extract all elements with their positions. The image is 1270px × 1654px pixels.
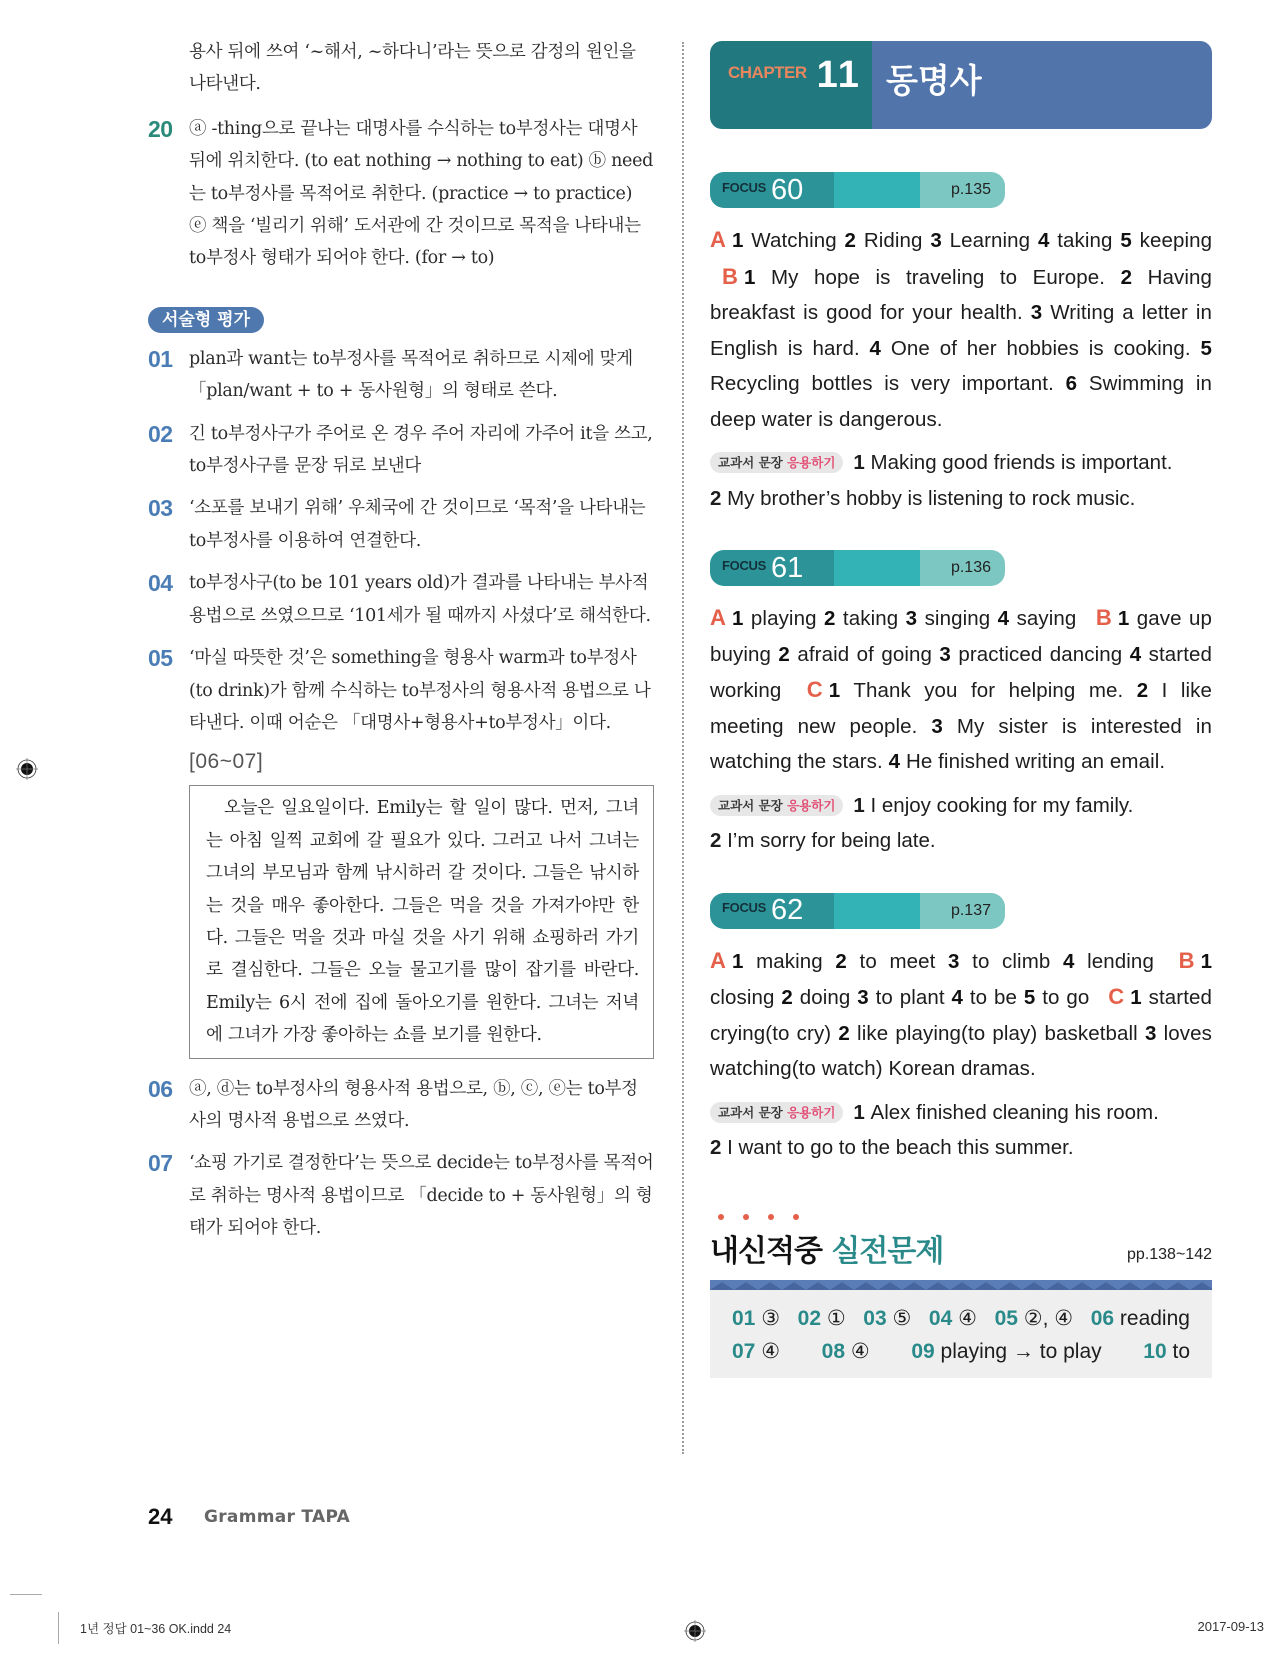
explanation-item (148, 343, 654, 408)
practice-answer (1091, 1302, 1190, 1335)
explanation-item (148, 642, 654, 739)
triangle-pattern-icon (710, 1280, 1212, 1290)
answer-text: One of her hobbies is cooking. (890, 336, 1191, 360)
focus-page-ref: p.136 (920, 550, 1005, 586)
answer-number: 2 (838, 1021, 850, 1045)
answer-text: loves watching(to watch) Korean dramas. (710, 1021, 1212, 1080)
answer-value: ④ (958, 1306, 977, 1330)
practice-answer (732, 1302, 780, 1335)
question-number: 03 (863, 1306, 887, 1330)
practice-row-1 (732, 1302, 1190, 1335)
answer-number: 2 (844, 229, 857, 252)
answer-number: 4 (869, 336, 882, 360)
answer-text: I want to go to the beach this summer. (727, 1136, 1074, 1159)
chapter-title-block (872, 41, 1212, 129)
answer-text: Making good friends is important. (870, 451, 1173, 474)
right-column (710, 41, 1212, 1378)
answer-text: to be (969, 986, 1018, 1009)
answer-text: taking (1057, 229, 1113, 252)
textbook-application-badge (710, 795, 843, 816)
focus-number: 60 (771, 173, 804, 206)
section-letter-A: A (710, 227, 726, 252)
answer-number: 1 (732, 229, 744, 252)
answer-number: 1 (1117, 607, 1130, 630)
answer-number: 4 (1063, 949, 1075, 973)
practice-title-black: 내신적중 (710, 1233, 822, 1269)
badge-text-highlight: 응용하기 (787, 797, 836, 813)
focus-bar-middle (834, 893, 920, 929)
badge-text-highlight: 응용하기 (787, 455, 836, 471)
section-letter-A: A (710, 605, 726, 630)
focus-label-block (710, 550, 834, 586)
answer-block (710, 222, 1212, 437)
section-letter-A: A (710, 947, 726, 973)
answer-number: 3 (931, 714, 943, 738)
answer-text: My sister is interested in watching the stars. (710, 714, 1213, 773)
answer-text: He finished writing an email. (905, 750, 1166, 773)
practice-title (710, 1226, 943, 1270)
item-text: ‘마실 따뜻한 것’은 something을 형용사 warm과 to부정사(to drink)가 함께 수식하는 to부정사의 형용사적 용법으로 나타낸다. 이때 어순은 「대명사+형용사+to부정사」이다. (189, 648, 651, 733)
item-number: 20 (148, 115, 173, 142)
answer-block (710, 943, 1212, 1087)
item-text: plan과 want는 to부정사를 목적어로 취하므로 시제에 맞게 「plan/want + to + 동사원형」의 형태로 쓴다. (189, 348, 633, 402)
answer-number: 2 (710, 829, 722, 852)
focus-word: FOCUS (722, 557, 767, 573)
practice-answers-box (710, 1290, 1212, 1378)
answer-number: 1 (853, 1100, 865, 1124)
answer-text: started crying(to cry) (710, 986, 1212, 1045)
explanation-item (148, 492, 654, 557)
answer-text: keeping (1139, 229, 1213, 252)
page-number: 24 (148, 1504, 173, 1529)
answer-text: I’m sorry for being late. (727, 829, 936, 852)
focus-sections (710, 172, 1212, 1166)
answer-number: 4 (1037, 229, 1050, 252)
answer-number: 1 (1200, 949, 1213, 973)
badge-text: 교과서 문장 (718, 1104, 783, 1120)
crop-mark-vertical (58, 1612, 59, 1644)
answer-number: 3 (905, 607, 918, 630)
chapter-title: 동명사 (886, 61, 982, 100)
passage-box (189, 785, 654, 1058)
item-number: 05 (148, 645, 173, 672)
answer-number: 1 (853, 451, 865, 474)
item-number: 01 (148, 345, 173, 372)
focus-word: FOCUS (722, 179, 767, 195)
answer-value: ⑤ (892, 1306, 912, 1330)
textbook-application-line-2 (710, 823, 1212, 859)
answer-text: saying (1016, 607, 1077, 630)
answer-text: Writing a letter in English is hard. (710, 301, 1213, 360)
answer-text: playing (750, 607, 817, 630)
answer-value: ②, ④ (1023, 1306, 1074, 1330)
answer-number: 3 (1030, 301, 1043, 324)
answer-text: lending (1087, 949, 1154, 973)
question-number: 04 (928, 1306, 953, 1330)
answer-number: 5 (1023, 986, 1036, 1009)
answer-number: 1 (732, 949, 744, 973)
chapter-number: 11 (816, 54, 861, 96)
focus-number: 62 (771, 894, 804, 926)
answer-number: 2 (835, 949, 847, 973)
practice-row-2 (732, 1335, 1190, 1368)
left-column (148, 36, 654, 1255)
answer-text: Learning (949, 229, 1031, 252)
section-badge-descriptive: 서술형 평가 (148, 307, 264, 333)
answer-number: 2 (781, 986, 793, 1009)
answer-number: 4 (1129, 642, 1142, 666)
item-text: ‘쇼핑 가기로 결정한다’는 뜻으로 decide는 to부정사를 목적어로 취하는 명사적 용법이므로 「decide to + 동사원형」의 형태가 되어야 한다. (189, 1153, 654, 1239)
zigzag-border (710, 1280, 1212, 1290)
answer-text: like playing(to play) basketball (857, 1021, 1138, 1045)
answer-text: singing (924, 607, 991, 630)
section-letter-B: B (722, 263, 738, 289)
chapter-number-block (710, 41, 872, 129)
practice-pages: pp.138~142 (1127, 1245, 1212, 1263)
question-number: 02 (797, 1306, 821, 1330)
item-text: 긴 to부정사구가 주어로 온 경우 주어 자리에 가주어 it을 쓰고, to부정사구를 문장 뒤로 보낸다 (189, 423, 653, 477)
focus-page-ref: p.137 (920, 893, 1005, 929)
practice-title-teal: 실전문제 (831, 1233, 944, 1269)
answer-number: 3 (1144, 1021, 1157, 1045)
answer-value: ④ (761, 1339, 781, 1363)
question-number: 10 (1143, 1339, 1167, 1363)
answer-number: 4 (888, 750, 901, 773)
answer-number: 3 (939, 642, 951, 666)
item-number: 02 (148, 420, 173, 447)
textbook-application (710, 788, 1212, 824)
practice-answer (911, 1335, 1101, 1368)
answer-text: I enjoy cooking for my family. (870, 793, 1134, 817)
section-letter-C: C (1108, 984, 1125, 1009)
explanation-item (148, 1147, 654, 1244)
textbook-application (710, 445, 1212, 481)
answer-text: Alex finished cleaning his room. (870, 1100, 1159, 1124)
focus-bar-62 (710, 893, 1005, 929)
explanation-item (148, 567, 654, 632)
answer-text: closing (710, 986, 775, 1009)
answer-text: Riding (863, 229, 923, 252)
item-text: ⓐ -thing으로 끝나는 대명사를 수식하는 to부정사는 대명사 뒤에 위치한다. (to eat nothing → nothing to eat) ⓑ need는 to부정사를 목적어로 취한다. (practice → to practice) ⓔ 책을 ‘빌리기 위해’ 도서관에 간 것이므로 목적을 나타내는 to부정사 형태가 되어야 한다. (for → to) (189, 118, 654, 269)
question-number: 05 (994, 1306, 1018, 1330)
answer-number: 4 (951, 986, 964, 1009)
answer-number: 2 (710, 486, 722, 510)
answer-text: Swimming in deep water is dangerous. (710, 372, 1213, 431)
print-date: 2017-09-13 (1197, 1619, 1264, 1634)
answer-value: reading (1119, 1306, 1190, 1330)
section-letter-B: B (1095, 605, 1112, 630)
item-text: to부정사구(to be 101 years old)가 결과를 나타내는 부사적 용법으로 쓰였으므로 ‘101세가 될 때까지 사셨다’로 해석한다. (189, 573, 651, 626)
item-number: 03 (148, 495, 173, 522)
answer-text: to meet (859, 949, 936, 973)
passage-text: 오늘은 일요일이다. Emily는 할 일이 많다. 먼저, 그녀는 아침 일찍 교회에 갈 필요가 있다. 그러고 나서 그녀는 그녀의 부모님과 함께 낚시하러 갈 것이다. 그들은 낚시하는 것을 매우 좋아한다. 그들은 먹을 것을 가져가야만 한다. 그들은 먹을 것과 마실 것을 사기 위해 쇼핑하러 가기로 결심한다. 그들은 오늘 물고기를 많이 잡기를 바란다. Emily는 6시 전에 집에 돌아오기를 원한다. 그녀는 저녁에 그녀가 가장 좋아하는 쇼를 보기를 원한다. (206, 798, 639, 1046)
question-number: 06 (1090, 1306, 1115, 1330)
focus-bar-61 (710, 550, 1005, 586)
practice-section (710, 1214, 1212, 1378)
answer-text: started working (710, 642, 1213, 702)
answer-value: ③ (761, 1306, 781, 1330)
explanation-list (148, 343, 654, 739)
question-number: 09 (911, 1339, 935, 1363)
answer-number: 3 (930, 229, 942, 252)
emphasis-dots (710, 1214, 1212, 1224)
textbook-application-line-2 (710, 1130, 1212, 1166)
textbook-application-line-2 (710, 481, 1212, 517)
focus-bar-middle (834, 172, 920, 208)
answer-text: doing (799, 986, 851, 1009)
focus-label-block (710, 893, 834, 929)
answer-number: 2 (1120, 265, 1133, 289)
badge-text: 교과서 문장 (718, 455, 783, 471)
range-label: [06~07] (189, 750, 264, 774)
item-number: 04 (148, 570, 173, 597)
item-text: ‘소포를 보내기 위해’ 우체국에 간 것이므로 ‘목적’을 나타내는 to부정사를 이용하여 연결한다. (189, 498, 646, 551)
answer-text: practiced dancing (958, 642, 1123, 666)
answer-text: to climb (972, 949, 1051, 973)
focus-page-ref: p.135 (920, 172, 1005, 208)
item-number: 07 (148, 1150, 173, 1177)
answer-number: 2 (824, 607, 836, 630)
answer-number: 6 (1065, 372, 1078, 395)
answer-number: 1 (744, 265, 756, 289)
item-number: 06 (148, 1075, 173, 1102)
answer-text: to plant (875, 986, 945, 1009)
practice-answer (732, 1335, 780, 1368)
answer-block (710, 600, 1212, 780)
answer-text: Thank you for helping me. (853, 679, 1124, 702)
registration-mark-icon (16, 758, 38, 780)
explanation-item (148, 418, 654, 483)
section-letter-B: B (1178, 947, 1195, 973)
column-divider (682, 42, 684, 1454)
answer-value: ① (826, 1306, 846, 1330)
chapter-header (710, 41, 1212, 129)
answer-number: 3 (857, 986, 869, 1009)
badge-text: 교과서 문장 (718, 797, 783, 813)
textbook-application-badge (710, 1102, 843, 1123)
focus-number: 61 (771, 551, 804, 584)
answer-number: 4 (997, 607, 1010, 630)
answer-value: ④ (850, 1339, 870, 1363)
textbook-application-badge (710, 452, 843, 473)
answer-number: 1 (828, 679, 841, 702)
answer-number: 5 (1120, 229, 1132, 252)
item-text: ⓐ, ⓓ는 to부정사의 형용사적 용법으로, ⓑ, ⓒ, ⓔ는 to부정사의 명사적 용법으로 쓰였다. (189, 1078, 638, 1131)
practice-answer (863, 1302, 911, 1335)
answer-text: making (756, 949, 823, 973)
answer-text: Recycling bottles is very important. (710, 372, 1054, 395)
focus-word: FOCUS (722, 900, 767, 915)
explanation-item (148, 1073, 654, 1138)
answer-text: to go (1042, 986, 1090, 1009)
answer-text: My brother’s hobby is listening to rock music. (727, 486, 1136, 510)
practice-answer (995, 1302, 1074, 1335)
answer-text: afraid of going (797, 642, 932, 666)
answer-text: Having breakfast is good for your health. (710, 265, 1213, 324)
answer-number: 1 (853, 793, 865, 817)
practice-answer (798, 1302, 846, 1335)
book-brand: Grammar TAPA (204, 1507, 351, 1527)
question-number: 01 (732, 1306, 756, 1330)
answer-number: 2 (1136, 679, 1149, 702)
answer-number: 5 (1200, 336, 1213, 360)
file-slug: 1년 정답 01~36 OK.indd 24 (80, 1622, 232, 1636)
question-number: 07 (732, 1339, 756, 1363)
explanation-list-2 (148, 1073, 654, 1245)
textbook-application (710, 1095, 1212, 1131)
answer-number: 2 (778, 642, 790, 666)
practice-answer (929, 1302, 977, 1335)
answer-text: I like meeting new people. (710, 679, 1213, 738)
answer-number: 2 (710, 1136, 722, 1159)
practice-header (710, 1226, 1212, 1270)
lead-text: 용사 뒤에 쓰여 ‘~해서, ~하다니’라는 뜻으로 감정의 원인을 나타낸다. (189, 42, 636, 95)
crop-mark (10, 1594, 42, 1595)
question-number: 08 (821, 1339, 846, 1363)
answer-text: My hope is traveling to Europe. (771, 265, 1106, 289)
focus-label-block (710, 172, 834, 208)
chapter-word: CHAPTER (728, 63, 807, 82)
answer-value: to (1172, 1339, 1190, 1363)
section-letter-C: C (806, 677, 823, 702)
answer-value: playing → to play (940, 1339, 1102, 1363)
answer-text: Watching (751, 229, 837, 252)
focus-bar-middle (834, 550, 920, 586)
focus-bar-60 (710, 172, 1005, 208)
registration-mark-bottom-icon (684, 1620, 706, 1642)
practice-answer (822, 1335, 870, 1368)
answer-text: taking (842, 607, 899, 630)
answer-number: 3 (948, 949, 960, 973)
explanation-item-20 (148, 113, 654, 275)
answer-number: 1 (732, 607, 744, 630)
answer-number: 1 (1130, 986, 1142, 1009)
practice-answer (1143, 1335, 1190, 1368)
answer-text: gave up buying (710, 607, 1213, 666)
badge-text-highlight: 응용하기 (787, 1104, 836, 1120)
